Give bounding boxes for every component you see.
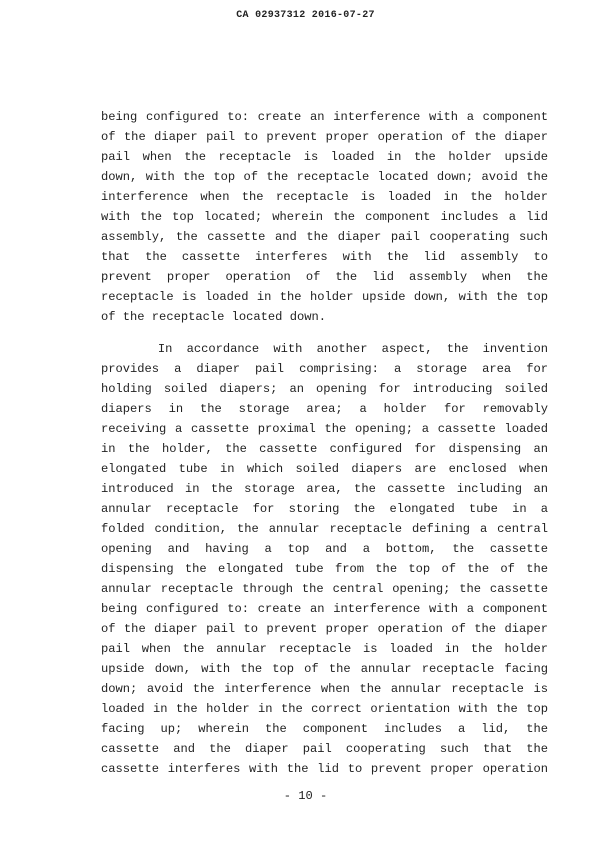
text-line: diapers in the storage area; a holder for removably xyxy=(101,402,548,416)
document-header: CA 02937312 2016-07-27 xyxy=(236,10,375,21)
text-line: cassette interferes with the lid to prevent proper operation xyxy=(101,762,548,776)
text-line: that the cassette interferes with the lid assembly to xyxy=(101,250,548,264)
text-line: of the receptacle located down. xyxy=(101,310,326,324)
text-line: assembly, the cassette and the diaper pail cooperating such xyxy=(101,230,548,244)
text-line: pail when the annular receptacle is loaded in the holder xyxy=(101,642,548,656)
text-line: folded condition, the annular receptacle defining a central xyxy=(101,522,548,536)
text-line: elongated tube in which soiled diapers are enclosed when xyxy=(101,462,548,476)
text-line: loaded in the holder in the correct orientation with the top xyxy=(101,702,548,716)
text-line: down, with the top of the receptacle located down; avoid the xyxy=(101,170,548,184)
text-line: prevent proper operation of the lid assembly when the xyxy=(101,270,548,284)
text-line: In accordance with another aspect, the invention xyxy=(101,342,548,356)
text-line: facing up; wherein the component includes a lid, the xyxy=(101,722,548,736)
paragraph-2 xyxy=(101,339,548,779)
text-line: dispensing the elongated tube from the top of the of the xyxy=(101,562,548,576)
text-line: pail when the receptacle is loaded in the holder upside xyxy=(101,150,548,164)
text-line: being configured to: create an interference with a component xyxy=(101,110,548,124)
text-line: annular receptacle for storing the elongated tube in a xyxy=(101,502,548,516)
text-line: cassette and the diaper pail cooperating such that the xyxy=(101,742,548,756)
text-line: receptacle is loaded in the holder upside down, with the top xyxy=(101,290,548,304)
text-line: with the top located; wherein the component includes a lid xyxy=(101,210,548,224)
text-line: of the diaper pail to prevent proper operation of the diaper xyxy=(101,622,548,636)
text-line: in the holder, the cassette configured for dispensing an xyxy=(101,442,548,456)
text-line: interference when the receptacle is loaded in the holder xyxy=(101,190,548,204)
text-line: upside down, with the top of the annular receptacle facing xyxy=(101,662,548,676)
text-line: receiving a cassette proximal the opening; a cassette loaded xyxy=(101,422,548,436)
text-line: introduced in the storage area, the cassette including an xyxy=(101,482,548,496)
body-text xyxy=(101,107,548,779)
text-line: holding soiled diapers; an opening for introducing soiled xyxy=(101,382,548,396)
text-line: being configured to: create an interference with a component xyxy=(101,602,548,616)
paragraph-1 xyxy=(101,107,548,327)
text-line: provides a diaper pail comprising: a storage area for xyxy=(101,362,548,376)
text-line: annular receptacle through the central opening; the cassette xyxy=(101,582,548,596)
page-number: - 10 - xyxy=(283,789,328,803)
text-line: down; avoid the interference when the annular receptacle is xyxy=(101,682,548,696)
text-line: opening and having a top and a bottom, the cassette xyxy=(101,542,548,556)
text-line: of the diaper pail to prevent proper operation of the diaper xyxy=(101,130,548,144)
